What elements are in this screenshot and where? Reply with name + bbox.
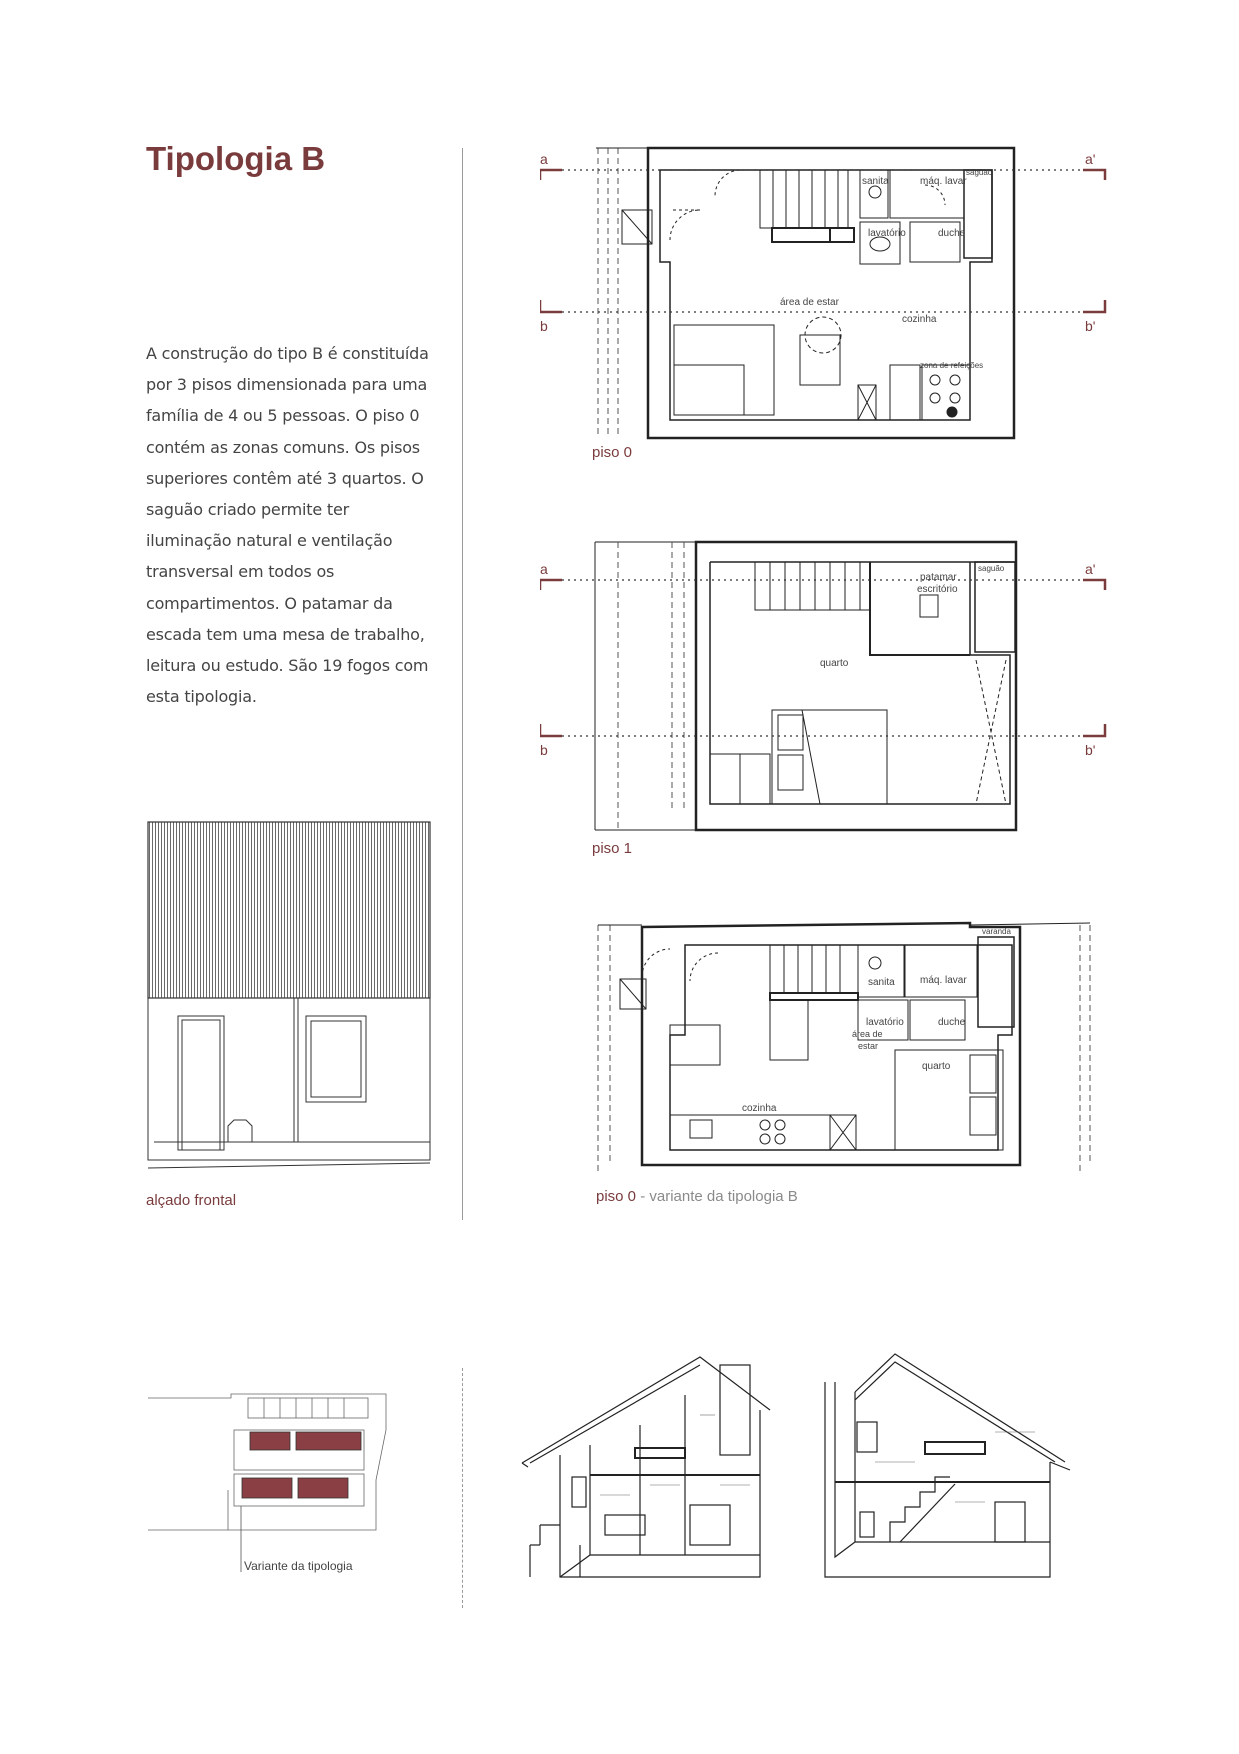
axonometric-section-1 bbox=[520, 1355, 820, 1585]
site-plan-label: Variante da tipologia bbox=[244, 1559, 353, 1573]
column-divider-dashed bbox=[462, 1368, 463, 1608]
caption-variante bbox=[596, 1188, 798, 1205]
room-label-patamar: patamar bbox=[920, 572, 957, 583]
section-label-b: b bbox=[540, 742, 548, 758]
caption-alcado-frontal: alçado frontal bbox=[146, 1192, 237, 1209]
floor-plan-piso-0 bbox=[540, 140, 1110, 470]
room-label-area-de: área de bbox=[852, 1029, 883, 1039]
page-title: Tipologia B bbox=[146, 140, 326, 177]
section-label-b: b bbox=[540, 318, 548, 334]
floor-plan-variante bbox=[590, 915, 1100, 1180]
room-label-quarto: quarto bbox=[922, 1061, 951, 1072]
room-label-saguao: saguão bbox=[966, 168, 993, 177]
section-label-a2: a' bbox=[1085, 561, 1096, 577]
room-label-area-estar: área de estar bbox=[780, 297, 839, 308]
section-label-a: a bbox=[540, 561, 548, 577]
front-elevation-drawing bbox=[146, 820, 436, 1190]
section-label-b2: b' bbox=[1085, 742, 1096, 758]
room-label-duche: duche bbox=[938, 228, 966, 239]
room-label-quarto: quarto bbox=[820, 658, 849, 669]
room-label-escritorio: escritório bbox=[917, 584, 958, 595]
caption-piso-0: piso 0 bbox=[592, 444, 633, 461]
room-label-maq-lavar: máq. lavar bbox=[920, 176, 967, 187]
room-label-maq-lavar: máq. lavar bbox=[920, 975, 967, 986]
room-label-lavatorio: lavatório bbox=[868, 228, 906, 239]
room-label-varanda: varanda bbox=[982, 927, 1011, 936]
room-label-cozinha: cozinha bbox=[902, 314, 937, 325]
room-label-estar: estar bbox=[858, 1041, 879, 1051]
section-label-b2: b' bbox=[1085, 318, 1096, 334]
room-label-lavatorio: lavatório bbox=[866, 1017, 904, 1028]
room-label-zona-refeicoes: zona de refeições bbox=[920, 361, 984, 370]
caption-variante-rest: - variante da tipologia B bbox=[636, 1188, 798, 1205]
floor-plan-piso-1 bbox=[540, 540, 1110, 840]
axonometric-section-2 bbox=[815, 1352, 1100, 1584]
column-divider bbox=[462, 148, 463, 1220]
room-label-duche: duche bbox=[938, 1017, 966, 1028]
room-label-cozinha: cozinha bbox=[742, 1103, 777, 1114]
room-label-sanita: sanita bbox=[868, 977, 895, 988]
room-label-sanita: sanita bbox=[862, 176, 889, 187]
section-label-a: a bbox=[540, 151, 548, 167]
caption-piso-1: piso 1 bbox=[592, 840, 633, 857]
caption-variante-main: piso 0 bbox=[596, 1188, 637, 1205]
room-label-saguao: saguão bbox=[978, 564, 1005, 573]
section-label-a2: a' bbox=[1085, 151, 1096, 167]
description-text: A construção do tipo B é constituída por 3 pisos dimensionada para uma família de 4 ou 5 pessoas. O piso 0 contém as zonas comuns. Os pisos superiores contêm até 3 quartos. O saguão criado permite ter iluminação natural e ventilação transversal em todos os compartimentos. O patamar da escada tem uma mesa de trabalho, leitura ou estudo. São 19 fogos com esta tipologia. bbox=[146, 344, 429, 707]
